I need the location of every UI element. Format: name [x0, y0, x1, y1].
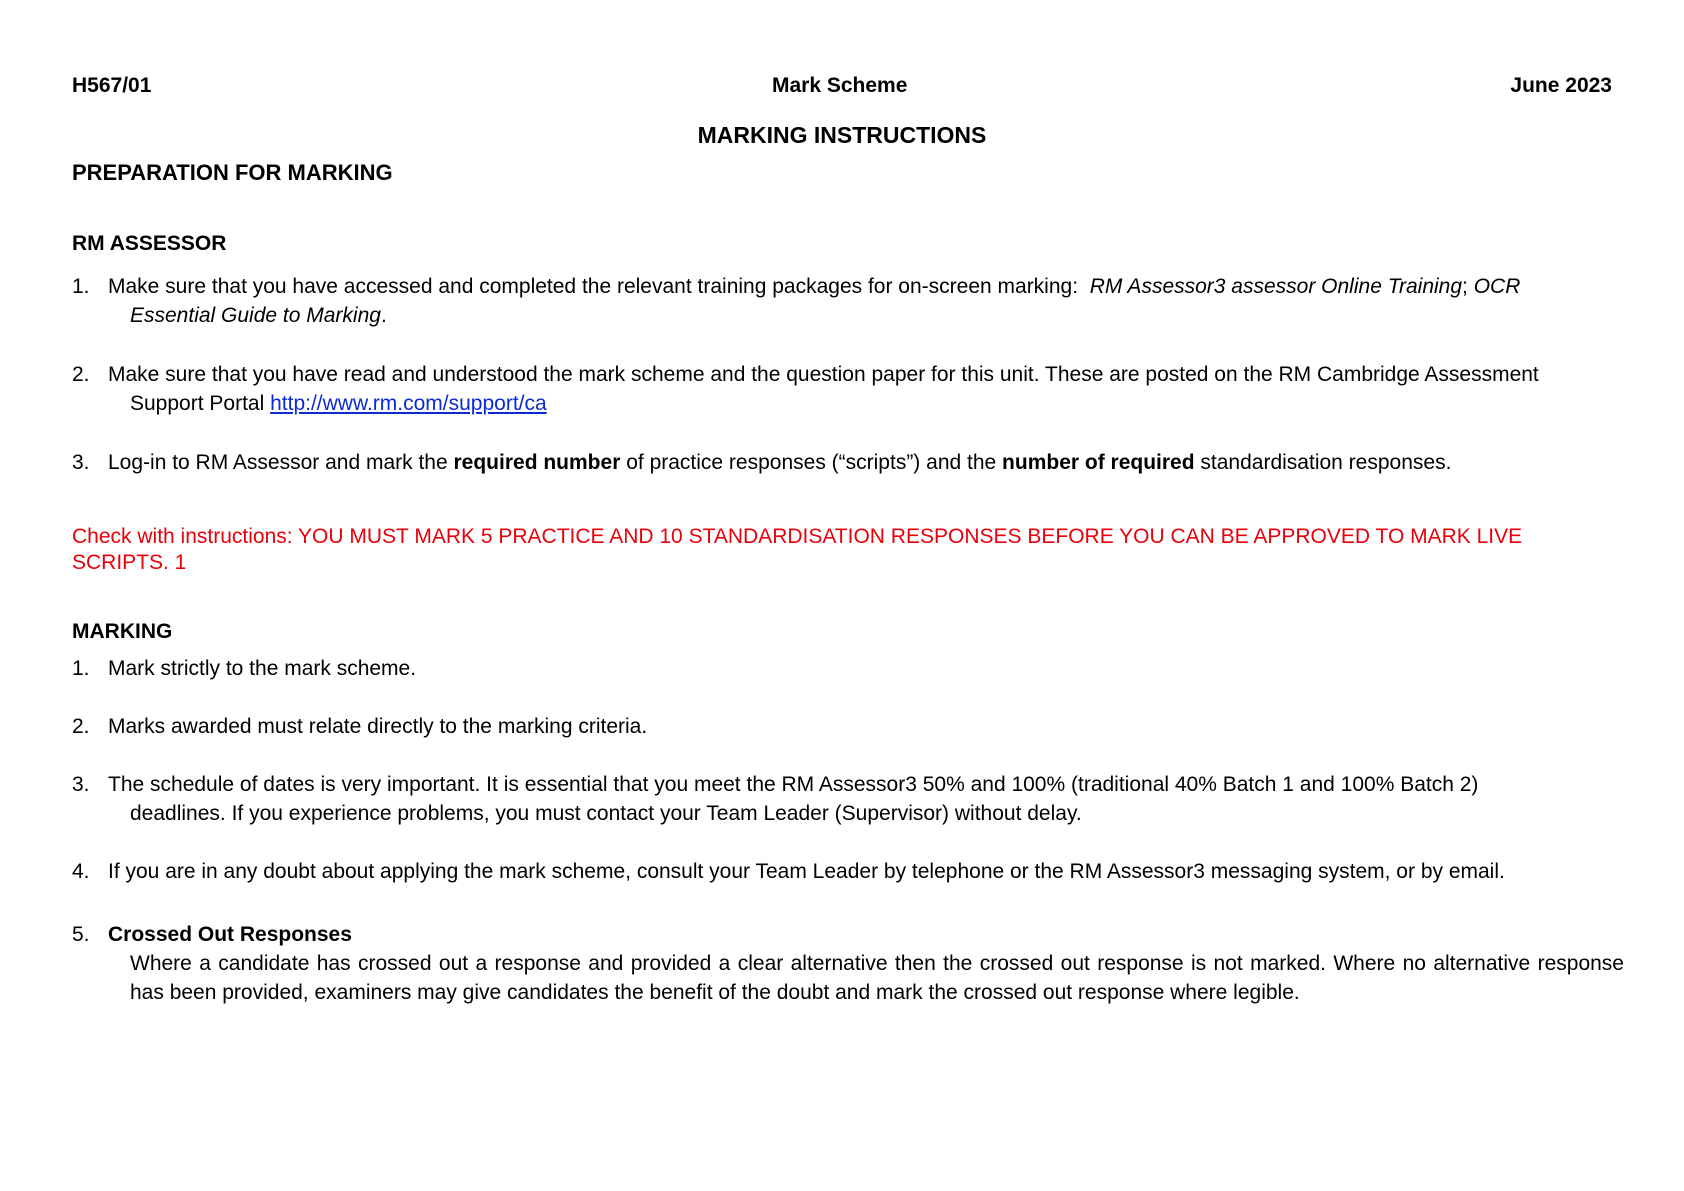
support-portal-link[interactable]: http://www.rm.com/support/ca — [270, 392, 547, 415]
rm-item-1-guide-prefix: OCR — [1473, 275, 1521, 298]
marking-item-1-number: 1. — [72, 657, 90, 680]
check-notice — [72, 524, 1632, 576]
header-code: H567/01 — [72, 74, 152, 97]
rm-item-3-number: 3. — [72, 451, 90, 474]
rm-item-3-text-a: Log-in to RM Assessor and mark the — [108, 451, 448, 474]
marking-item-4-text: If you are in any doubt about applying the mark scheme, consult your Team Leader by telephone or the RM Assessor3 messaging system, or by email. — [108, 860, 1505, 883]
marking-item-1 — [72, 654, 1624, 683]
rm-item-3 — [72, 448, 1624, 477]
header-title: Mark Scheme — [772, 74, 908, 97]
crossed-out-heading: Crossed Out Responses — [108, 923, 352, 946]
rm-assessor-heading: RM ASSESSOR — [72, 232, 227, 255]
rm-item-2-text-line2: Support Portal — [130, 392, 265, 415]
preparation-heading: PREPARATION FOR MARKING — [72, 160, 393, 185]
rm-item-3-text-c: standardisation responses. — [1200, 451, 1452, 474]
rm-item-3-bold-b: number of required — [1002, 451, 1195, 474]
rm-item-1-text: Make sure that you have accessed and completed the relevant training packages for on-screen marking: — [108, 275, 1079, 298]
check-notice-line-2: SCRIPTS. 1 — [72, 551, 187, 574]
rm-item-1-number: 1. — [72, 275, 90, 298]
rm-item-2 — [72, 360, 1624, 418]
rm-item-2-number: 2. — [72, 363, 90, 386]
marking-item-3-number: 3. — [72, 773, 90, 796]
rm-item-1-guide-name: Essential Guide to Marking — [130, 304, 381, 327]
rm-item-2-text-line1: Make sure that you have read and understood the mark scheme and the question paper for this unit. These are posted on the RM Cambridge Assessment — [108, 363, 1539, 386]
marking-item-2 — [72, 712, 1624, 741]
rm-item-1-end: . — [380, 304, 387, 327]
marking-item-4 — [72, 857, 1624, 886]
check-notice-line-1: Check with instructions: YOU MUST MARK 5 PRACTICE AND 10 STANDARDISATION RESPONSES BEFORE YOU CAN BE APPROVED TO MARK LIVE — [72, 525, 1523, 548]
marking-item-3-text-line2: deadlines. If you experience problems, you must contact your Team Leader (Supervisor) without delay. — [130, 802, 1082, 825]
marking-item-2-number: 2. — [72, 715, 90, 738]
page-title: MARKING INSTRUCTIONS — [697, 122, 987, 148]
marking-item-3-text-line1: The schedule of dates is very important. It is essential that you meet the RM Assessor3 50% and 100% (traditional 40% Batch 1 and 100% Batch 2) — [108, 773, 1479, 796]
rm-item-1-separator: ; — [1462, 275, 1468, 298]
marking-item-5 — [72, 920, 1624, 1007]
marking-item-3 — [72, 770, 1624, 828]
rm-item-3-bold-a: required number — [453, 451, 621, 474]
marking-item-5-number: 5. — [72, 923, 90, 946]
marking-heading: MARKING — [72, 620, 173, 643]
marking-item-2-text: Marks awarded must relate directly to the marking criteria. — [108, 715, 648, 738]
rm-item-1-training-name: RM Assessor3 assessor Online Training — [1089, 275, 1463, 298]
rm-item-1 — [72, 272, 1624, 330]
rm-item-3-text-b: of practice responses (“scripts”) and the — [626, 451, 997, 474]
crossed-out-text: Where a candidate has crossed out a response and provided a clear alternative then the crossed out response is not marked. Where no alternative response has been provided, examiners may give candidates the benefit of the doubt and mark the crossed out response where legible. — [130, 952, 1624, 1004]
header-date: June 2023 — [1510, 74, 1612, 97]
marking-item-1-text: Mark strictly to the mark scheme. — [108, 657, 417, 680]
marking-item-4-number: 4. — [72, 860, 90, 883]
